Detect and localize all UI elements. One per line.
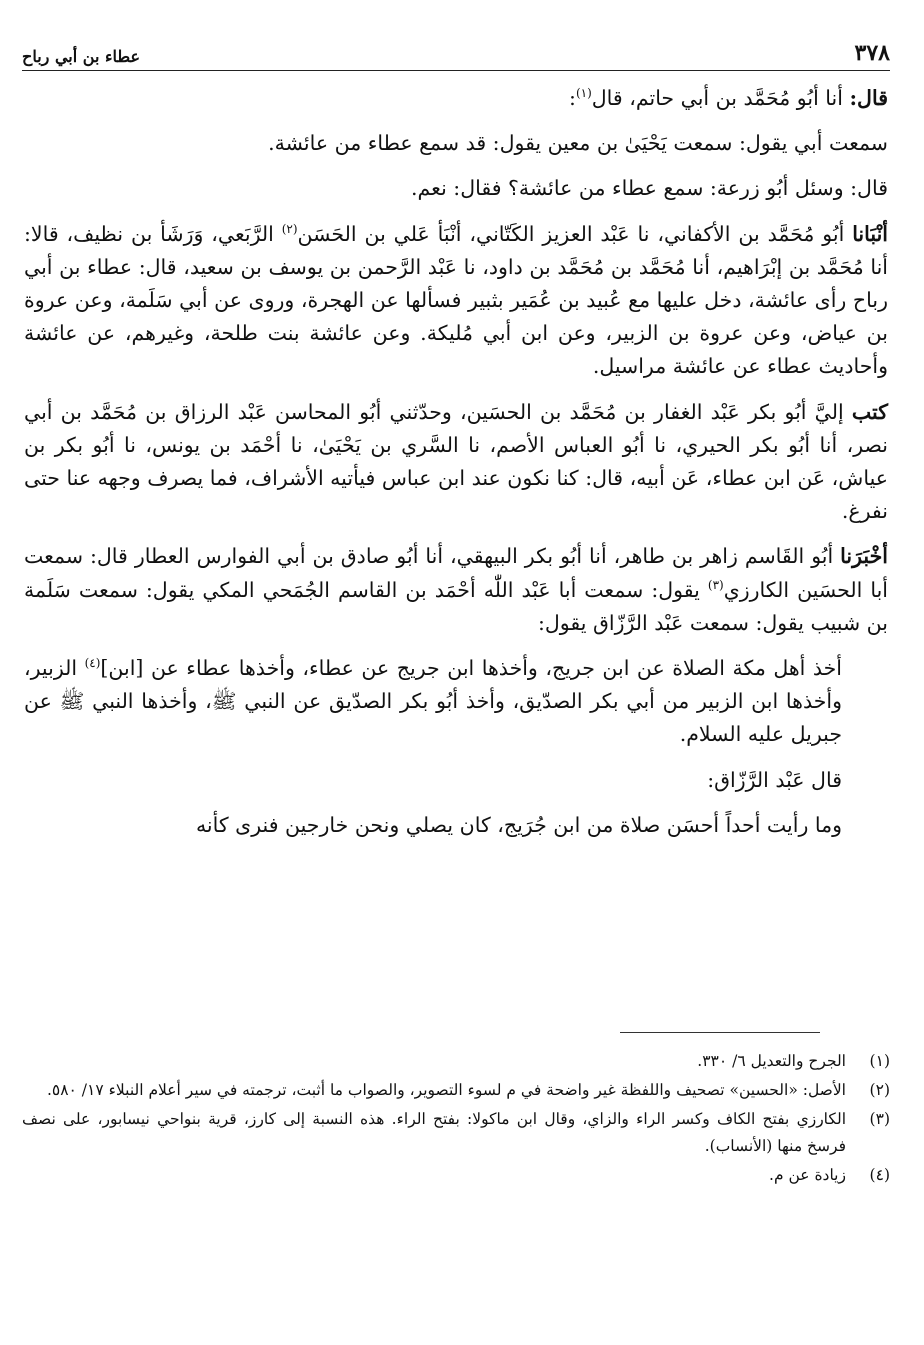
- paragraph-text-cont: :: [569, 86, 576, 110]
- paragraph-text: أنا أبُو مُحَمَّد بن أبي حاتم، قال: [591, 86, 843, 110]
- footnote: [22, 1162, 890, 1189]
- paragraph-text: إليَّ أبُو بكر عَبْد الغفار بن مُحَمَّد بن الحسَين، وحدّثني أبُو المحاسن عَبْد الرزاق بن مُحَمَّد بن أبي نصر، أنا أبُو بكر الحيري، نا أبُو العباس الأصم، نا السَّري بن يَحْيَىٰ، نا أحْمَد بن يونس، نا أبُو بكر بن عياش، عَن ابن عطاء، عَن أبيه، قال: كنا نكون عند ابن عباس فيأتيه الأشراف، فما يصرف وجهه عنا حتى نفرغ.: [24, 399, 888, 524]
- footnote: [22, 1106, 890, 1160]
- paragraph-text: أبُو القَاسم زاهر بن طاهر، أنا أبُو بكر البيهقي، أنا أبُو صادق بن أبي الفوارس العطار قال: سمعت أبا الحسَين الكارزي: [24, 544, 888, 602]
- paragraph: [24, 540, 888, 640]
- paragraph: [24, 218, 888, 384]
- paragraph: [24, 82, 888, 115]
- paragraph: [24, 172, 888, 205]
- footnote-text: زيادة عن م.: [769, 1166, 846, 1184]
- paragraph: [24, 652, 888, 752]
- running-title: عطاء بن أبي رباح: [22, 47, 141, 66]
- footnote-text: الأصل: «الحسين» تصحيف واللفظة غير واضحة في م لسوء التصوير، والصواب ما أثبت، ترجمته في سير أعلام النبلاء ١٧/ ٥٨٠.: [46, 1081, 846, 1099]
- paragraph-text-cont: الرَّبَعي، وَرَشَأ بن نظيف، قالا: أنا مُحَمَّد بن إبْرَاهيم، أنا مُحَمَّد بن مُحَمَّد بن داود، نا عَبْد الرَّحمن بن يوسف بن سعيد، قال: عطاء بن أبي رباح رأى عائشة، دخل عليها مع عُبيد بن عُمَير بثبير فسألها عن الهجرة، وروى عن أبي سَلَمة، وعن عروة بن عياض، وعن عروة بن الزبير، وعن ابن أبي مُليكة. وعن عائشة بنت طلحة، وغيرهم، عن عائشة وأحاديث عطاء عن عائشة مراسيل.: [24, 221, 888, 379]
- paragraph-text: قال: وسئل أبُو زرعة: سمع عطاء من عائشة؟ فقال: نعم.: [411, 176, 888, 201]
- paragraph-text: أخذ أهل مكة الصلاة عن ابن جريج، وأخذها ابن جريج عن عطاء، وأخذها عطاء عن [ابن]: [100, 656, 842, 681]
- paragraph-lead: كتب: [851, 399, 888, 424]
- footnote: [22, 1077, 890, 1104]
- footnotes: [22, 1048, 890, 1191]
- paragraph-text: سمعت أبي يقول: سمعت يَحْيَىٰ بن معين يقول: قد سمع عطاء من عائشة.: [268, 131, 888, 156]
- footnote-ref: (١): [575, 86, 592, 101]
- page-header: [22, 26, 890, 66]
- footnote-text: الكارزي بفتح الكاف وكسر الراء والزاي، وقال ابن ماكولا: بفتح الراء. هذه النسبة إلى كارز، قرية بنواحي نيسابور، على نصف فرسخ منها (الأنساب).: [22, 1110, 846, 1155]
- paragraph: [24, 396, 888, 529]
- footnote-number: (٢): [869, 1081, 890, 1099]
- paragraph: [24, 127, 888, 160]
- paragraph-text: أبُو مُحَمَّد بن الأكفاني، نا عَبْد العزيز الكَتّاني، أنْبَأ عَلي بن الحَسَن: [297, 221, 845, 246]
- paragraph-text: قال عَبْد الرَّزّاق:: [707, 767, 842, 792]
- footnote-ref: (٤): [84, 656, 101, 671]
- paragraph-lead: أنْبَانا: [852, 221, 888, 246]
- paragraph: [24, 764, 888, 797]
- footnote-number: (١): [869, 1052, 890, 1070]
- paragraph: [24, 809, 888, 842]
- footnote-text: الجرح والتعديل ٦/ ٣٣٠.: [697, 1052, 846, 1070]
- page-number: ٣٧٨: [854, 40, 890, 66]
- footnote: [22, 1048, 890, 1075]
- footnote-ref: (٣): [707, 577, 724, 592]
- footnote-ref: (٢): [281, 221, 298, 236]
- header-rule: [22, 70, 890, 71]
- footnote-number: (٣): [869, 1110, 890, 1128]
- footnote-number: (٤): [869, 1166, 890, 1184]
- paragraph-lead: قال:: [849, 86, 888, 110]
- paragraph-text: وما رأيت أحداً أحسَن صلاة من ابن جُرَيج، كان يصلي ونحن خارجين فنرى كأنه: [195, 812, 842, 837]
- paragraph-text-cont: يقول: سمعت أبا عَبْد اللّٰه أحْمَد بن القاسم الجُمَحي المكي يقول: سمعت سَلَمة بن شبيب يقول: سمعت عَبْد الرَّزّاق يقول:: [24, 577, 888, 635]
- main-text: [24, 82, 888, 854]
- paragraph-lead: أخْبَرَنا: [840, 544, 888, 569]
- paragraph-text-cont: الزبير، وأخذها ابن الزبير من أبي بكر الصدّيق، وأخذ أبُو بكر الصدّيق عن النبي ﷺ، وأخذها النبي ﷺ عن جبريل عليه السلام.: [24, 656, 842, 747]
